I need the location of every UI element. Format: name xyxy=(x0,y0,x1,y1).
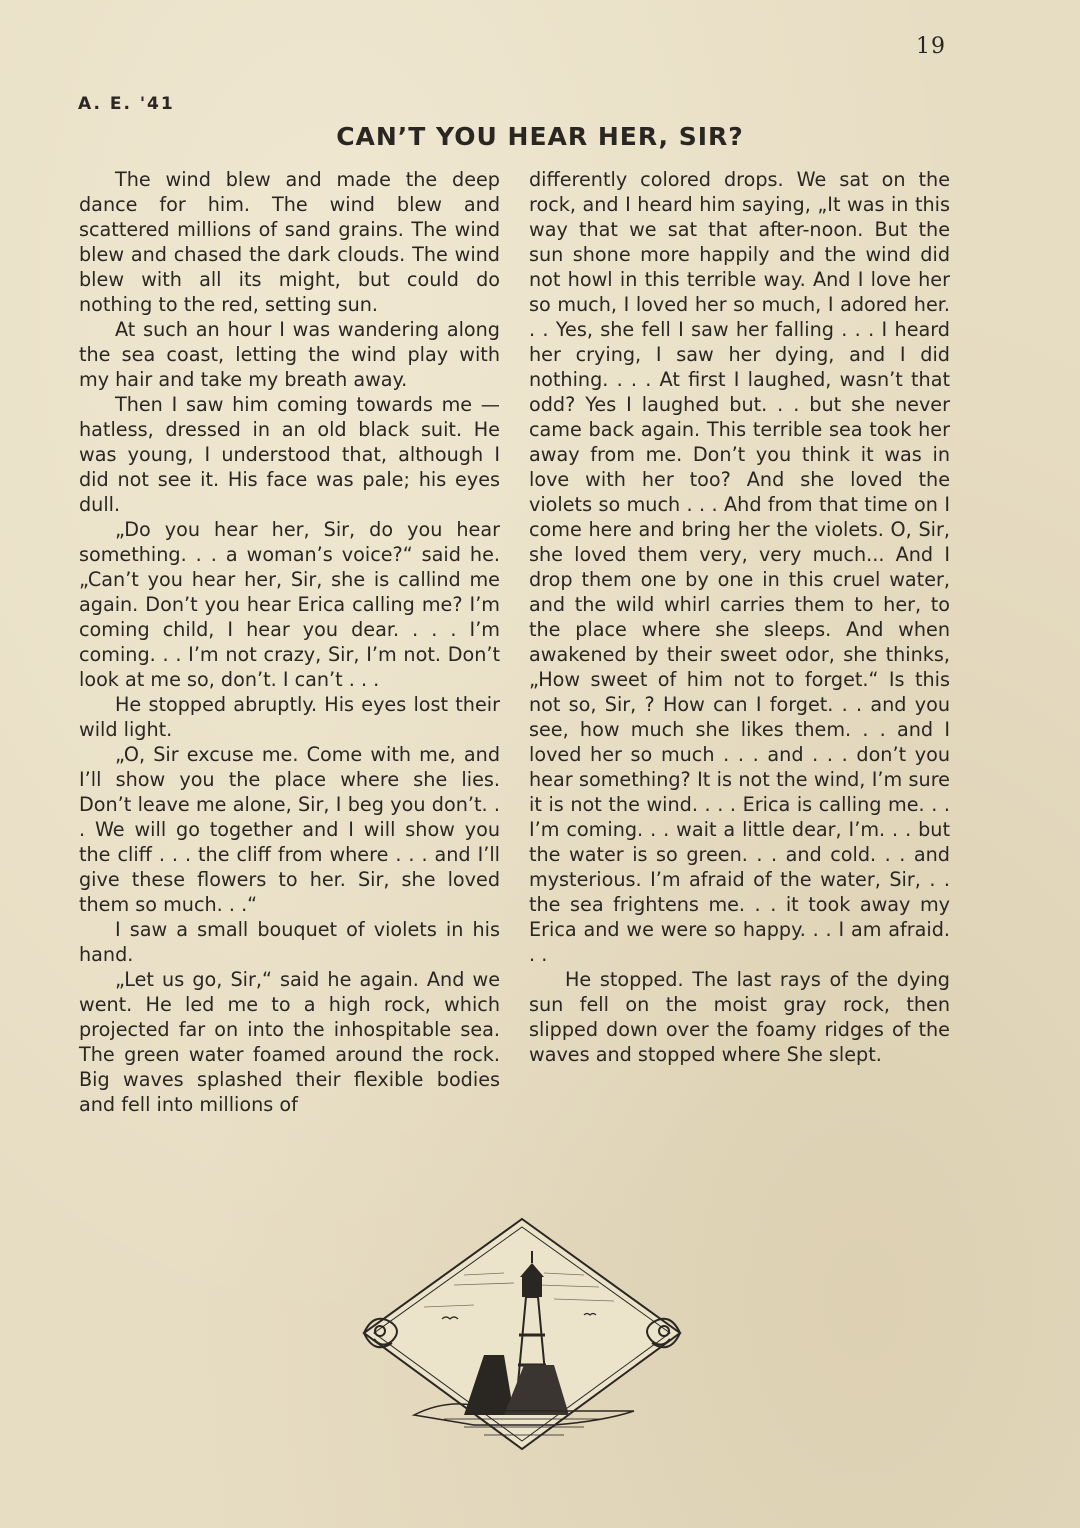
story-title: CAN’T YOU HEAR HER, SIR? xyxy=(336,122,744,151)
paragraph: „Let us go, Sir,“ said he again. And we went. He led me to a high rock, which projected far on into the inhospitable sea. The green water foamed around the rock. Big waves splashed their flexible bodies and fell into millions of xyxy=(79,968,500,1116)
left-text-column xyxy=(79,167,500,1117)
right-text-column xyxy=(529,167,950,1067)
author-initials: A. E. '41 xyxy=(78,94,175,114)
lighthouse-vignette-illustration xyxy=(354,1215,690,1453)
paragraph: At such an hour I was wandering along the sea coast, letting the wind play with my hair and take my breath away. xyxy=(79,318,500,391)
page-number: 19 xyxy=(916,34,946,59)
paragraph: differently colored drops. We sat on the rock, and I heard him saying, „It was in this way that we sat that after-noon. But the sun shone more happily and the wind did not howl in this terrible way. And I love her so much, I loved her so much, I adored her. . . Yes, she fell I saw her falling . . . I heard her crying, I saw her dying, and I did nothing. . . . At first I laughed, wasn’t that odd? Yes I laughed but. . . but she never came back again. This terrible sea took her away from me. Don’t you think it was in love with her too? And she loved the violets so much . . . Ahd from that time on I come here and bring her the violets. O, Sir, she loved them very, very much... And I drop them one by one in this cruel water, and the wild whirl carries them to her, to the place where she sleeps. And when awakened by their sweet odor, she thinks, „How sweet of him not to forget.“ Is this not so, Sir, ? How can I forget. . . and you see, how much she likes them. . . and I loved her so much . . . and . . . don’t you hear something? It is not the wind, I’m sure it is not the wind. . . . Erica is calling me. . . I’m coming. . . wait a little dear, I’m. . . but the water is so green. . . and cold. . . and mysterious. I’m afraid of the water, Sir, . . the sea frightens me. . . it took away my Erica and we were so happy. . . I am afraid. . . xyxy=(529,168,950,966)
paragraph: He stopped. The last rays of the dying sun fell on the moist gray rock, then slipped down over the foamy ridges of the waves and stopped where She slept. xyxy=(529,968,950,1066)
paragraph: He stopped abruptly. His eyes lost their wild light. xyxy=(79,693,500,741)
paragraph: Then I saw him coming towards me —hatless, dressed in an old black suit. He was young, I understood that, although I did not see it. His face was pale; his eyes dull. xyxy=(79,393,500,516)
paragraph: I saw a small bouquet of violets in his hand. xyxy=(79,918,500,966)
paragraph: „Do you hear her, Sir, do you hear something. . . a woman’s voice?“ said he. „Can’t you hear her, Sir, she is callind me again. Don’t you hear Erica calling me? I’m coming child, I hear you dear. . . . I’m coming. . . I’m not crazy, Sir, I’m not. Don’t look at me so, don’t. I can’t . . . xyxy=(79,518,500,691)
paragraph: The wind blew and made the deep dance for him. The wind blew and scattered millions of sand grains. The wind blew and chased the dark clouds. The wind blew with all its might, but could do nothing to the red, setting sun. xyxy=(79,168,500,316)
paragraph: „O, Sir excuse me. Come with me, and I’ll show you the place where she lies. Don’t leave me alone, Sir, I beg you don’t. . . We will go together and I will show you the cliff . . . the cliff from where . . . and I’ll give these flowers to her. Sir, she loved them so much. . .“ xyxy=(79,743,500,916)
